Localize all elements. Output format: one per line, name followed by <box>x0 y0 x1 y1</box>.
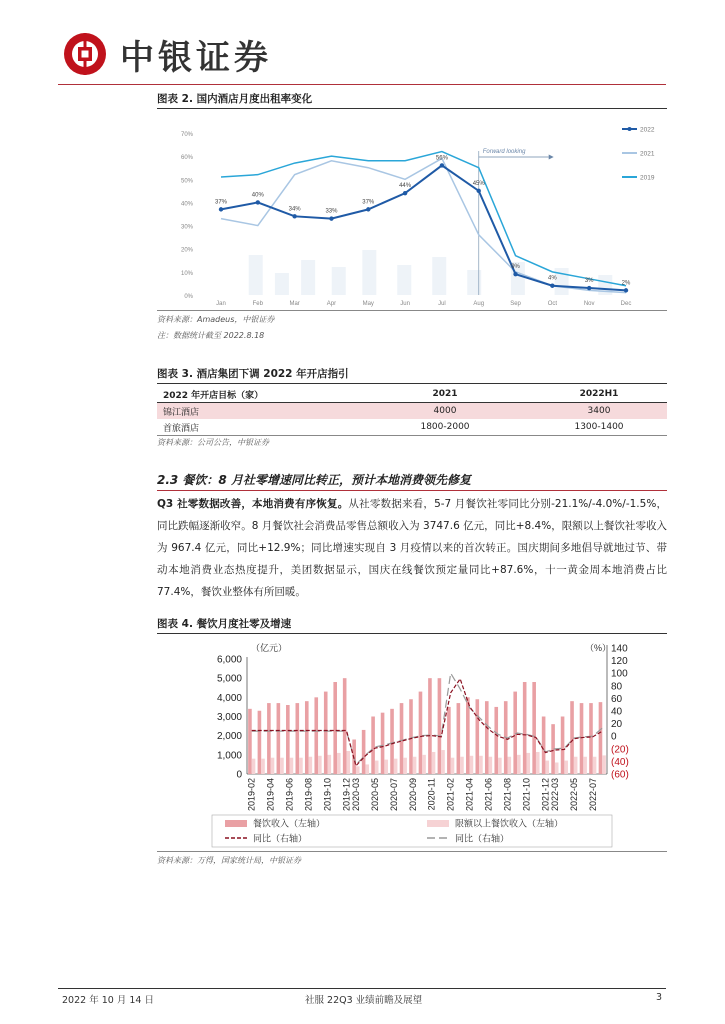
x-tick-label: 2020-11 <box>426 778 437 811</box>
legend-swatch <box>225 820 247 827</box>
bar-catering-above-limit <box>574 757 578 774</box>
right-tick-label: 20 <box>611 719 623 731</box>
bar-catering-above-limit <box>280 758 284 774</box>
right-tick-label: (40) <box>611 756 629 768</box>
skyline-building <box>301 260 315 295</box>
figure4-title: 图表 4. 餐饮月度社零及增速 <box>157 618 292 630</box>
legend-label: 限额以上餐饮收入（左轴） <box>455 818 564 829</box>
bar-catering-above-limit <box>403 758 407 774</box>
table-cell: 4000 <box>433 406 457 416</box>
figure3-rule <box>157 383 667 384</box>
section-body: 从社零数据来看，5-7 月餐饮社零同比分别-21.1%/-4.0%/-1.5%，同比跌幅逐渐收窄。8 月餐饮社会消费品零售总额收入为 3747.6 亿元，同比+8.4%，限额以上餐饮社零收入为 967.4 亿元，同比+12.9%；同比增速实现自 3 月疫情以来的首次转正。国庆期间多地倡导就地过节、带动本地消费业态热度提升，美团数据显示，国庆在线餐饮预定量同比+87.6%，十一黄金周本地消费占比 77.4%，餐饮业整体有所回暖。 <box>157 498 667 598</box>
bar-catering-above-limit <box>545 761 549 774</box>
skyline-building <box>332 267 346 295</box>
bar-catering-above-limit <box>252 759 256 774</box>
bar-catering-above-limit <box>356 766 360 774</box>
legend-label: 2021 <box>640 150 655 158</box>
data-point <box>624 288 628 292</box>
x-tick-label: Jan <box>216 301 226 307</box>
legend-label: 同比（右轴） <box>455 833 510 844</box>
table-cell: 1800-2000 <box>420 422 470 432</box>
x-tick-label: 2020-05 <box>369 778 380 812</box>
brand-name: 中银证券 <box>120 37 272 78</box>
x-tick-label: Feb <box>252 301 263 307</box>
right-tick-label: 60 <box>611 693 623 705</box>
bank-logo-icon <box>62 31 108 77</box>
bar-catering-revenue <box>589 703 593 774</box>
table-cell-name: 首旅酒店 <box>163 423 200 434</box>
bar-catering-above-limit <box>394 759 398 774</box>
data-label: 56% <box>435 155 448 162</box>
bar-catering-revenue <box>343 678 347 774</box>
x-tick-label: 2022-05 <box>568 778 579 812</box>
right-tick-label: 80 <box>611 681 623 693</box>
y-tick-label: 0% <box>184 294 193 300</box>
x-tick-label: Jun <box>400 301 410 307</box>
bar-catering-revenue <box>409 699 413 774</box>
legend-swatch <box>427 820 449 827</box>
table-row <box>157 419 667 436</box>
x-tick-label: 2021-10 <box>521 778 532 812</box>
x-tick-label: 2020-07 <box>388 778 399 812</box>
series-line-2019 <box>221 152 626 286</box>
bar-catering-revenue <box>570 701 574 774</box>
footer-report-title: 社服 22Q3 业绩前瞻及展望 <box>305 995 423 1006</box>
x-tick-label: Jul <box>438 301 446 307</box>
left-tick-label: 0 <box>236 769 242 781</box>
right-tick-label: 40 <box>611 706 623 718</box>
legend-label: 餐饮收入（左轴） <box>253 818 326 829</box>
x-tick-label: 2019-08 <box>303 778 314 812</box>
y-tick-label: 70% <box>180 132 193 138</box>
footer-rule <box>58 988 666 989</box>
bar-catering-above-limit <box>536 752 540 774</box>
catering-retail-chart <box>157 637 667 850</box>
x-tick-label: May <box>362 301 374 307</box>
x-tick-label: Dec <box>620 301 632 307</box>
forward-looking-label: Forward looking <box>482 149 526 155</box>
bar-catering-revenue <box>371 717 375 775</box>
bar-catering-revenue <box>305 701 309 774</box>
data-label: 9% <box>511 264 520 271</box>
left-tick-label: 6,000 <box>216 654 242 666</box>
x-tick-label: 2020-03 <box>350 778 361 812</box>
data-point <box>256 200 260 204</box>
bar-catering-revenue <box>466 697 470 774</box>
bar-catering-revenue <box>296 703 300 774</box>
bar-catering-revenue <box>561 717 565 775</box>
bar-catering-above-limit <box>328 755 332 774</box>
x-tick-label: Aug <box>473 301 485 307</box>
x-tick-label: Sep <box>510 301 521 307</box>
bar-catering-revenue <box>258 711 262 774</box>
bar-catering-revenue <box>286 705 290 774</box>
skyline-building <box>362 250 376 295</box>
figure3-source: 资料来源：公司公告，中银证券 <box>157 438 269 447</box>
data-point <box>440 163 444 167</box>
x-tick-label: 2021-08 <box>502 778 513 812</box>
legend-label: 2022 <box>640 126 655 134</box>
forward-looking-arrowhead <box>549 155 554 160</box>
section-title: 2.3 餐饮：8 月社零增速同比转正，预计本地消费领先修复 <box>157 473 471 487</box>
figure4-rule <box>157 633 667 634</box>
data-label: 37% <box>362 199 375 206</box>
bar-catering-revenue <box>267 703 271 774</box>
bar-catering-above-limit <box>498 758 502 774</box>
bar-catering-revenue <box>248 709 252 774</box>
bar-catering-above-limit <box>299 758 303 774</box>
bar-catering-above-limit <box>384 760 388 774</box>
bar-catering-revenue <box>314 697 318 774</box>
left-axis-unit: （亿元） <box>251 643 288 653</box>
skyline-building <box>432 257 446 295</box>
right-tick-label: 120 <box>611 656 628 668</box>
bar-catering-above-limit <box>337 753 341 774</box>
bar-catering-revenue <box>381 713 385 774</box>
bar-catering-above-limit <box>602 755 606 774</box>
right-tick-label: (20) <box>611 744 629 756</box>
bar-catering-revenue <box>362 730 366 774</box>
data-label: 33% <box>325 208 338 215</box>
bar-catering-revenue <box>523 682 527 774</box>
x-tick-label: Mar <box>289 301 300 307</box>
right-tick-label: 100 <box>611 668 628 680</box>
bar-catering-above-limit <box>375 761 379 774</box>
x-tick-label: 2021-04 <box>464 778 475 812</box>
left-tick-label: 1,000 <box>216 750 242 762</box>
brand-header <box>62 28 272 80</box>
data-point <box>477 189 481 193</box>
right-tick-label: 140 <box>611 643 628 655</box>
table-header-row <box>157 386 667 403</box>
table-header-cell: 2022 年开店目标（家） <box>163 390 264 401</box>
bar-catering-above-limit <box>422 755 426 774</box>
x-tick-label: Apr <box>326 301 337 307</box>
figure4-bottom-rule <box>157 851 667 852</box>
bar-catering-revenue <box>277 703 281 774</box>
bar-catering-revenue <box>447 707 451 774</box>
x-tick-label: 2019-02 <box>246 778 257 812</box>
left-tick-label: 5,000 <box>216 673 242 685</box>
bar-catering-revenue <box>438 678 442 774</box>
bar-catering-revenue <box>324 692 328 774</box>
footer-date: 2022 年 10 月 14 日 <box>62 995 154 1006</box>
data-label: 4% <box>548 275 557 282</box>
y-tick-label: 10% <box>180 270 193 277</box>
bar-catering-revenue <box>485 701 489 774</box>
figure2-rule <box>157 108 667 109</box>
bar-catering-above-limit <box>583 757 587 774</box>
x-tick-label: 2019-04 <box>265 778 276 812</box>
bar-catering-above-limit <box>564 761 568 774</box>
x-tick-label: 2020-09 <box>407 778 418 812</box>
y-tick-label: 50% <box>180 178 193 185</box>
bar-catering-above-limit <box>290 758 294 774</box>
footer-page-number: 3 <box>656 992 663 1003</box>
data-label: 37% <box>214 199 228 206</box>
bar-catering-above-limit <box>593 757 597 774</box>
bar-catering-above-limit <box>451 758 455 774</box>
bar-catering-above-limit <box>309 757 313 774</box>
bar-catering-above-limit <box>526 753 530 774</box>
data-label: 34% <box>288 206 301 213</box>
legend-label: 同比（右轴） <box>253 833 308 844</box>
x-tick-label: 2019-12 <box>341 778 352 812</box>
left-tick-label: 4,000 <box>216 692 242 704</box>
right-tick-label: (60) <box>611 769 629 781</box>
data-point <box>292 214 296 218</box>
table-header-cell: 2022H1 <box>579 389 619 399</box>
left-tick-label: 3,000 <box>216 712 242 723</box>
data-point <box>587 286 591 290</box>
header-rule <box>58 84 666 85</box>
x-tick-label: Oct <box>547 301 558 307</box>
legend-label: 2019 <box>640 174 655 182</box>
bar-catering-revenue <box>542 717 546 775</box>
bar-catering-above-limit <box>261 759 265 774</box>
left-tick-label: 2,000 <box>216 731 242 743</box>
bar-catering-above-limit <box>413 757 417 774</box>
data-point <box>550 284 554 288</box>
bar-catering-revenue <box>333 682 337 774</box>
table-cell: 3400 <box>587 406 611 416</box>
data-label: 44% <box>399 183 412 190</box>
bar-catering-revenue <box>457 703 461 774</box>
x-tick-label: Nov <box>583 301 595 307</box>
data-point <box>329 216 333 220</box>
data-label: 45% <box>472 180 485 187</box>
x-tick-label: 2021-12 <box>540 778 551 812</box>
data-label: 40% <box>251 192 264 199</box>
x-tick-label: 2019-06 <box>284 778 295 812</box>
bar-catering-above-limit <box>517 755 521 774</box>
x-tick-label: 2021-06 <box>483 778 494 812</box>
yoy-line <box>252 679 603 766</box>
store-guidance-table <box>157 386 667 436</box>
data-point <box>219 207 223 211</box>
bar-catering-above-limit <box>441 750 445 774</box>
y-tick-label: 20% <box>180 247 193 254</box>
table-cell-name: 锦江酒店 <box>163 407 200 418</box>
bar-catering-revenue <box>390 709 394 774</box>
bar-catering-revenue <box>476 699 480 774</box>
figure3-title: 图表 3. 酒店集团下调 2022 年开店指引 <box>157 368 349 380</box>
table-cell: 1300-1400 <box>574 422 624 432</box>
x-tick-label: 2019-10 <box>322 778 333 812</box>
bar-catering-above-limit <box>555 763 559 775</box>
data-point <box>366 207 370 211</box>
table-header-cell: 2021 <box>432 389 458 399</box>
y-tick-label: 40% <box>180 201 193 208</box>
bar-catering-above-limit <box>479 756 483 774</box>
bar-catering-revenue <box>494 707 498 774</box>
legend-marker <box>628 127 632 131</box>
figure2-title: 图表 2. 国内酒店月度出租率变化 <box>157 93 313 105</box>
data-point <box>403 191 407 195</box>
skyline-building <box>249 255 263 295</box>
bar-catering-above-limit <box>365 764 369 774</box>
figure2-source: 资料来源：Amadeus，中银证券 <box>157 315 275 324</box>
bar-catering-above-limit <box>271 758 275 774</box>
x-tick-label: 2022-03 <box>549 778 560 812</box>
y-tick-label: 30% <box>180 224 193 231</box>
bar-catering-above-limit <box>470 756 474 774</box>
bar-catering-revenue <box>400 703 404 774</box>
figure4-source: 资料来源：万得，国家统计局，中银证券 <box>157 856 301 865</box>
bar-catering-above-limit <box>489 757 493 774</box>
skyline-building <box>397 265 411 295</box>
section-lead: Q3 社零数据改善，本地消费有序恢复。 <box>157 498 349 510</box>
figure2-note: 注：数据统计截至 2022.8.18 <box>157 331 265 340</box>
bar-catering-above-limit <box>460 757 464 774</box>
bar-catering-revenue <box>428 678 432 774</box>
bar-catering-above-limit <box>346 751 350 774</box>
data-label: 2% <box>621 280 631 287</box>
skyline-building <box>275 273 289 295</box>
y-tick-label: 60% <box>180 155 193 162</box>
x-tick-label: 2022-07 <box>587 778 598 812</box>
data-point <box>513 272 517 276</box>
bar-catering-above-limit <box>508 757 512 774</box>
section-rule <box>157 490 667 491</box>
section-paragraph <box>157 493 667 603</box>
right-tick-label: 0 <box>611 731 617 743</box>
x-tick-label: 2021-02 <box>445 778 456 812</box>
data-label: 3% <box>584 278 594 285</box>
table-row <box>157 403 667 420</box>
right-axis-unit: （%） <box>585 643 612 653</box>
bar-catering-revenue <box>419 692 423 774</box>
bar-catering-revenue <box>599 702 603 774</box>
bar-catering-revenue <box>532 682 536 774</box>
hotel-occupancy-chart <box>157 113 667 310</box>
bar-catering-revenue <box>580 703 584 774</box>
bar-catering-above-limit <box>432 752 436 774</box>
bar-catering-above-limit <box>318 756 322 774</box>
figure2-bottom-rule <box>157 310 667 311</box>
